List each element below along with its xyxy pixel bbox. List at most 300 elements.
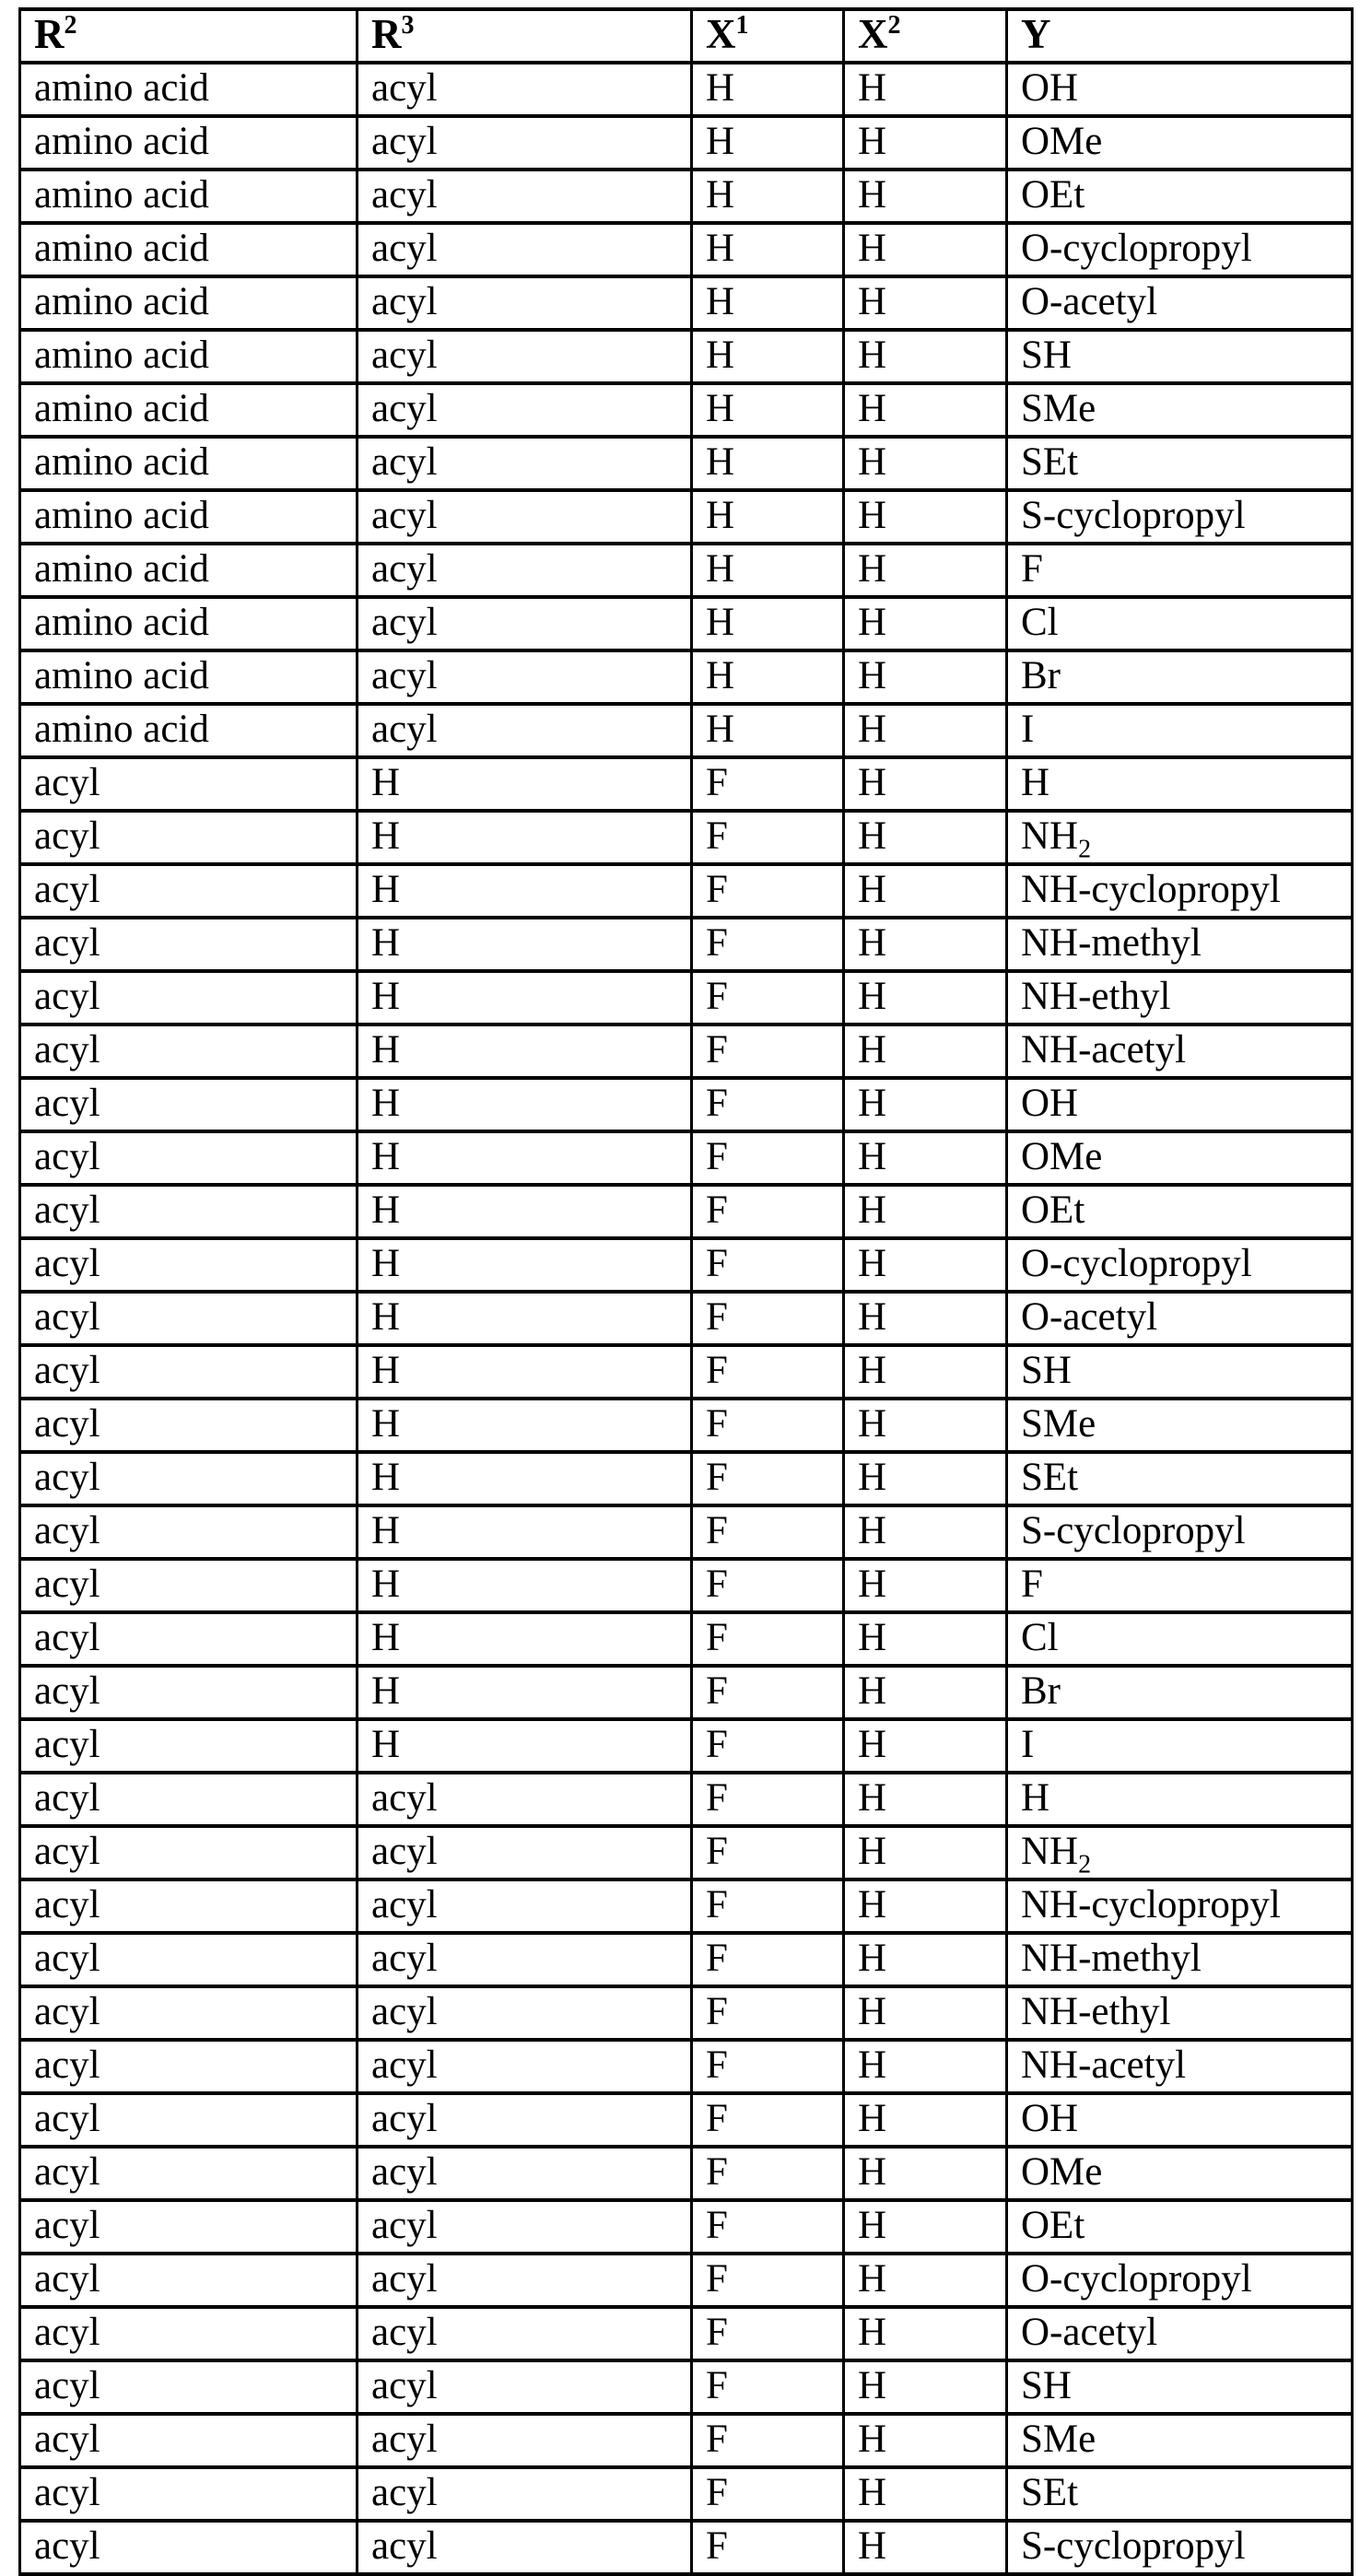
cell-y: SEt [1007, 437, 1353, 490]
table-row [20, 490, 1353, 544]
cell-y: O-acetyl [1007, 1292, 1353, 1345]
cell-y: O-cyclopropyl [1007, 223, 1353, 276]
cell-r2: acyl [20, 2254, 358, 2307]
table-row [20, 918, 1353, 971]
cell-x1: F [692, 1025, 844, 1078]
cell-x2: H [844, 223, 1007, 276]
table-row [20, 1238, 1353, 1292]
cell-y: OMe [1007, 2147, 1353, 2200]
table-row [20, 2360, 1353, 2414]
table-row [20, 1131, 1353, 1185]
cell-r3: H [358, 1238, 692, 1292]
cell-x1: F [692, 1719, 844, 1773]
cell-r2: amino acid [20, 63, 358, 116]
table-row [20, 2521, 1353, 2574]
table-row [20, 2467, 1353, 2521]
cell-r2: acyl [20, 2307, 358, 2360]
cell-x2: H [844, 1025, 1007, 1078]
column-header-x1-label: X [706, 11, 736, 57]
cell-r3: acyl [358, 2467, 692, 2521]
cell-x1: F [692, 2467, 844, 2521]
cell-r2: acyl [20, 2360, 358, 2414]
table-row [20, 650, 1353, 704]
table-row [20, 2254, 1353, 2307]
cell-y: NH-ethyl [1007, 971, 1353, 1025]
cell-r3: acyl [358, 1933, 692, 1986]
cell-y: OEt [1007, 170, 1353, 223]
cell-r3: H [358, 1612, 692, 1666]
column-header-x2-superscript: 2 [887, 11, 901, 40]
cell-x2: H [844, 2414, 1007, 2467]
cell-x1: F [692, 1345, 844, 1399]
cell-r2: amino acid [20, 330, 358, 383]
table-row [20, 1505, 1353, 1559]
cell-r3: acyl [358, 2414, 692, 2467]
cell-y: Cl [1007, 597, 1353, 650]
table-row [20, 597, 1353, 650]
cell-r2: acyl [20, 864, 358, 918]
column-header-r2-label: R [34, 11, 64, 57]
cell-y: NH-cyclopropyl [1007, 864, 1353, 918]
cell-x2: H [844, 1773, 1007, 1826]
cell-r2: acyl [20, 1666, 358, 1719]
cell-y: F [1007, 544, 1353, 597]
cell-x1: F [692, 1238, 844, 1292]
cell-r3: acyl [358, 2307, 692, 2360]
cell-r3: acyl [358, 650, 692, 704]
table-row [20, 1719, 1353, 1773]
cell-r3: acyl [358, 1826, 692, 1879]
table-row [20, 544, 1353, 597]
cell-x1: F [692, 1078, 844, 1131]
cell-r2: acyl [20, 1131, 358, 1185]
cell-y: Cl [1007, 1612, 1353, 1666]
cell-y: O-acetyl [1007, 2307, 1353, 2360]
cell-x2: H [844, 1238, 1007, 1292]
cell-r3: acyl [358, 2040, 692, 2093]
cell-x2: H [844, 490, 1007, 544]
cell-r2: acyl [20, 1559, 358, 1612]
column-header-x2 [844, 9, 1007, 63]
cell-r2: acyl [20, 1452, 358, 1505]
cell-r2: acyl [20, 1933, 358, 1986]
cell-x1: H [692, 704, 844, 757]
table-row [20, 223, 1353, 276]
table-row [20, 2147, 1353, 2200]
cell-y: NH-acetyl [1007, 2040, 1353, 2093]
cell-x1: F [692, 971, 844, 1025]
cell-x1: H [692, 63, 844, 116]
cell-x1: F [692, 811, 844, 864]
cell-x1: H [692, 383, 844, 437]
cell-y: I [1007, 1719, 1353, 1773]
cell-x2: H [844, 1986, 1007, 2040]
cell-x2: H [844, 383, 1007, 437]
cell-y: $NH_2$ [1007, 811, 1353, 864]
cell-x2: H [844, 1559, 1007, 1612]
column-header-x1-superscript: 1 [735, 11, 749, 40]
substituent-table [18, 7, 1354, 2576]
cell-x2: H [844, 2040, 1007, 2093]
cell-subscript: 2 [1078, 836, 1092, 865]
cell-x2: H [844, 597, 1007, 650]
cell-r3: acyl [358, 597, 692, 650]
cell-x2: H [844, 1826, 1007, 1879]
cell-r3: acyl [358, 2147, 692, 2200]
cell-r2: acyl [20, 1238, 358, 1292]
table-row [20, 2200, 1353, 2254]
cell-r2: amino acid [20, 116, 358, 170]
cell-y: NH-cyclopropyl [1007, 1879, 1353, 1933]
cell-x2: H [844, 1131, 1007, 1185]
cell-y: NH-methyl [1007, 918, 1353, 971]
cell-r2: acyl [20, 1345, 358, 1399]
table-row [20, 383, 1353, 437]
cell-y: Br [1007, 650, 1353, 704]
cell-x2: H [844, 1879, 1007, 1933]
cell-x2: H [844, 1345, 1007, 1399]
cell-x2: H [844, 757, 1007, 811]
cell-y: O-cyclopropyl [1007, 2254, 1353, 2307]
table-row [20, 1399, 1353, 1452]
table-row [20, 1559, 1353, 1612]
cell-x2: H [844, 276, 1007, 330]
cell-x1: F [692, 1826, 844, 1879]
cell-r2: acyl [20, 2040, 358, 2093]
cell-x2: H [844, 2360, 1007, 2414]
cell-r3: acyl [358, 330, 692, 383]
cell-y: OMe [1007, 116, 1353, 170]
cell-r2: acyl [20, 1612, 358, 1666]
cell-x1: F [692, 2200, 844, 2254]
cell-x2: H [844, 2467, 1007, 2521]
cell-x2: H [844, 650, 1007, 704]
cell-subscript: 2 [1078, 1851, 1092, 1880]
cell-x1: F [692, 1452, 844, 1505]
cell-x1: F [692, 1131, 844, 1185]
cell-r3: acyl [358, 276, 692, 330]
cell-x2: H [844, 1933, 1007, 1986]
cell-r2: acyl [20, 2414, 358, 2467]
cell-y: SEt [1007, 2467, 1353, 2521]
cell-r2: acyl [20, 2200, 358, 2254]
cell-r3: H [358, 1025, 692, 1078]
table-row [20, 864, 1353, 918]
table-row [20, 811, 1353, 864]
cell-r3: acyl [358, 383, 692, 437]
cell-r2: acyl [20, 1719, 358, 1773]
cell-x1: F [692, 1933, 844, 1986]
cell-r3: H [358, 1559, 692, 1612]
cell-x1: H [692, 276, 844, 330]
cell-y: SMe [1007, 1399, 1353, 1452]
column-header-r3 [358, 9, 692, 63]
table-row [20, 1452, 1353, 1505]
cell-x1: F [692, 1559, 844, 1612]
cell-r2: amino acid [20, 437, 358, 490]
cell-y: I [1007, 704, 1353, 757]
cell-x1: H [692, 544, 844, 597]
cell-r3: H [358, 1292, 692, 1345]
cell-r2: acyl [20, 1879, 358, 1933]
table-row [20, 1933, 1353, 1986]
cell-r2: acyl [20, 1826, 358, 1879]
cell-r2: acyl [20, 2093, 358, 2147]
cell-r3: acyl [358, 63, 692, 116]
cell-r2: acyl [20, 1025, 358, 1078]
column-header-r2-superscript: 2 [64, 11, 77, 40]
cell-x1: F [692, 1773, 844, 1826]
cell-r3: H [358, 1345, 692, 1399]
cell-r3: acyl [358, 490, 692, 544]
table-row [20, 1292, 1353, 1345]
cell-y: $NH_2$ [1007, 1826, 1353, 1879]
table-row [20, 704, 1353, 757]
cell-x1: F [692, 1879, 844, 1933]
table-row [20, 1826, 1353, 1879]
cell-x1: F [692, 757, 844, 811]
cell-x2: H [844, 544, 1007, 597]
cell-y: O-acetyl [1007, 276, 1353, 330]
cell-x1: F [692, 2254, 844, 2307]
cell-r3: H [358, 1185, 692, 1238]
cell-y: OH [1007, 2093, 1353, 2147]
cell-r3: H [358, 1078, 692, 1131]
cell-r2: acyl [20, 1986, 358, 2040]
cell-r2: amino acid [20, 544, 358, 597]
cell-x1: F [692, 2414, 844, 2467]
cell-x1: H [692, 437, 844, 490]
cell-r3: H [358, 757, 692, 811]
column-header-r3-superscript: 3 [401, 11, 415, 40]
cell-y: S-cyclopropyl [1007, 2521, 1353, 2574]
cell-x2: H [844, 2254, 1007, 2307]
cell-y: H [1007, 1773, 1353, 1826]
cell-r2: amino acid [20, 597, 358, 650]
cell-x2: H [844, 1666, 1007, 1719]
cell-r3: H [358, 1399, 692, 1452]
cell-r2: acyl [20, 2521, 358, 2574]
cell-x2: H [844, 116, 1007, 170]
cell-y: SEt [1007, 1452, 1353, 1505]
cell-x1: H [692, 170, 844, 223]
cell-r2: acyl [20, 1185, 358, 1238]
cell-r2: amino acid [20, 383, 358, 437]
cell-r3: acyl [358, 437, 692, 490]
cell-r3: acyl [358, 2521, 692, 2574]
cell-y: SH [1007, 1345, 1353, 1399]
cell-x1: F [692, 1399, 844, 1452]
cell-y: OH [1007, 63, 1353, 116]
table-row [20, 757, 1353, 811]
cell-r2: acyl [20, 757, 358, 811]
cell-y: F [1007, 1559, 1353, 1612]
cell-x2: H [844, 918, 1007, 971]
table-row [20, 1025, 1353, 1078]
cell-x2: H [844, 437, 1007, 490]
cell-y: O-cyclopropyl [1007, 1238, 1353, 1292]
cell-r3: acyl [358, 2254, 692, 2307]
cell-r2: acyl [20, 1399, 358, 1452]
cell-x2: H [844, 2200, 1007, 2254]
cell-r2: amino acid [20, 704, 358, 757]
table-row [20, 1078, 1353, 1131]
cell-x1: H [692, 650, 844, 704]
cell-y: OEt [1007, 2200, 1353, 2254]
cell-x1: F [692, 918, 844, 971]
table-row [20, 2414, 1353, 2467]
cell-x2: H [844, 170, 1007, 223]
table-row [20, 437, 1353, 490]
cell-r2: acyl [20, 2147, 358, 2200]
cell-x2: H [844, 1719, 1007, 1773]
cell-x2: H [844, 864, 1007, 918]
cell-x1: F [692, 2360, 844, 2414]
cell-y: Br [1007, 1666, 1353, 1719]
cell-r3: acyl [358, 544, 692, 597]
cell-x1: H [692, 490, 844, 544]
column-header-y [1007, 9, 1353, 63]
column-header-y-label: Y [1021, 11, 1051, 57]
cell-r2: acyl [20, 1078, 358, 1131]
cell-r3: acyl [358, 2360, 692, 2414]
cell-x2: H [844, 704, 1007, 757]
cell-x1: H [692, 330, 844, 383]
header-row [20, 9, 1353, 63]
table-body [20, 63, 1353, 2574]
cell-r3: acyl [358, 1986, 692, 2040]
table-header [20, 9, 1353, 63]
cell-r3: H [358, 1452, 692, 1505]
cell-r3: acyl [358, 1773, 692, 1826]
cell-y: SH [1007, 2360, 1353, 2414]
cell-x2: H [844, 811, 1007, 864]
cell-y: NH-ethyl [1007, 1986, 1353, 2040]
cell-y: H [1007, 757, 1353, 811]
table-row [20, 1345, 1353, 1399]
table-row [20, 1612, 1353, 1666]
table-row [20, 1773, 1353, 1826]
cell-x1: F [692, 1986, 844, 2040]
table-row [20, 276, 1353, 330]
table-row [20, 2093, 1353, 2147]
cell-r2: amino acid [20, 276, 358, 330]
table-row [20, 1185, 1353, 1238]
cell-x1: F [692, 2521, 844, 2574]
cell-y: SMe [1007, 2414, 1353, 2467]
cell-x1: F [692, 2307, 844, 2360]
column-header-x1 [692, 9, 844, 63]
cell-y: NH-acetyl [1007, 1025, 1353, 1078]
cell-x2: H [844, 1078, 1007, 1131]
cell-r2: amino acid [20, 223, 358, 276]
cell-r2: amino acid [20, 650, 358, 704]
cell-y: NH-methyl [1007, 1933, 1353, 1986]
cell-r3: H [358, 864, 692, 918]
cell-r3: acyl [358, 223, 692, 276]
cell-x2: H [844, 1292, 1007, 1345]
cell-x2: H [844, 1452, 1007, 1505]
cell-r3: acyl [358, 2200, 692, 2254]
column-header-r3-label: R [371, 11, 402, 57]
table-row [20, 2040, 1353, 2093]
cell-x1: F [692, 1666, 844, 1719]
cell-r3: H [358, 811, 692, 864]
cell-r2: amino acid [20, 170, 358, 223]
cell-r2: acyl [20, 971, 358, 1025]
cell-r2: acyl [20, 918, 358, 971]
table-row [20, 1986, 1353, 2040]
cell-y: OEt [1007, 1185, 1353, 1238]
table-row [20, 971, 1353, 1025]
table-row [20, 1879, 1353, 1933]
cell-r3: H [358, 918, 692, 971]
column-header-x2-label: X [858, 11, 888, 57]
cell-r2: acyl [20, 1773, 358, 1826]
cell-x2: H [844, 971, 1007, 1025]
cell-r3: acyl [358, 116, 692, 170]
cell-r2: acyl [20, 1292, 358, 1345]
table-row [20, 170, 1353, 223]
cell-x1: F [692, 1185, 844, 1238]
cell-x2: H [844, 2307, 1007, 2360]
table-row [20, 330, 1353, 383]
cell-x2: H [844, 2521, 1007, 2574]
cell-x1: H [692, 116, 844, 170]
cell-r2: amino acid [20, 490, 358, 544]
cell-x2: H [844, 1399, 1007, 1452]
cell-x1: F [692, 864, 844, 918]
cell-x2: H [844, 63, 1007, 116]
cell-x2: H [844, 1185, 1007, 1238]
cell-x1: F [692, 1505, 844, 1559]
cell-r3: H [358, 1131, 692, 1185]
cell-x2: H [844, 2093, 1007, 2147]
column-header-r2 [20, 9, 358, 63]
table-row [20, 116, 1353, 170]
cell-r3: H [358, 1719, 692, 1773]
cell-y: OH [1007, 1078, 1353, 1131]
cell-x2: H [844, 330, 1007, 383]
cell-r3: acyl [358, 1879, 692, 1933]
cell-x2: H [844, 1612, 1007, 1666]
cell-x1: F [692, 1612, 844, 1666]
cell-x2: H [844, 2147, 1007, 2200]
cell-r2: acyl [20, 2467, 358, 2521]
cell-r2: acyl [20, 1505, 358, 1559]
cell-x2: H [844, 1505, 1007, 1559]
cell-r3: H [358, 971, 692, 1025]
cell-r2: acyl [20, 811, 358, 864]
cell-y: SH [1007, 330, 1353, 383]
cell-y: S-cyclopropyl [1007, 490, 1353, 544]
cell-x1: F [692, 1292, 844, 1345]
cell-x1: H [692, 223, 844, 276]
table-row [20, 63, 1353, 116]
cell-x1: F [692, 2040, 844, 2093]
cell-x1: F [692, 2093, 844, 2147]
cell-y: OMe [1007, 1131, 1353, 1185]
table-row [20, 2307, 1353, 2360]
cell-x1: H [692, 597, 844, 650]
cell-r3: H [358, 1505, 692, 1559]
cell-r3: acyl [358, 2093, 692, 2147]
cell-y: SMe [1007, 383, 1353, 437]
cell-x1: F [692, 2147, 844, 2200]
table-row [20, 1666, 1353, 1719]
cell-y: S-cyclopropyl [1007, 1505, 1353, 1559]
cell-r3: H [358, 1666, 692, 1719]
